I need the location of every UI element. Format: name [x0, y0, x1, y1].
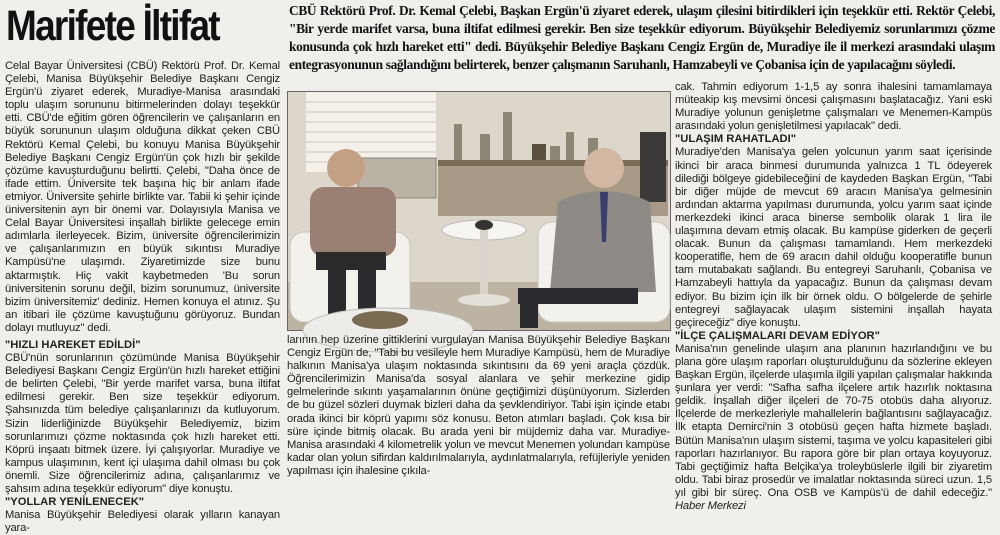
subheading-ilce: "İLÇE ÇALIŞMALARI DEVAM EDİYOR" [675, 329, 880, 342]
body-paragraph-6: Muradiye'den Manisa'ya gelen yolcunun yarım saat içerisinde ikinci bir araca binmesi durumunda yalnızca 1 TL ödeyerek dilediği bölgeye gidebileceğini de kaydeden Başkan Ergün, "Tabi bir diğer müjde de mevcut 69 aracın Manisa'ya gelmesinin ardından aktarma yapılması durumunda, yolcu yarım saat içinde merkezdeki ikinci araca binerse sembolik olarak 1 lira ile ulaşımına devam etmiş olacak. Bu kampüse giderken de geçerli olacak. Bunun da çalışması tamamlandı. Hem merkezdeki kooperatifle, hem de 69 aracın dahil olduğu kooperatifle bunun tam mutabakatı sağlandı. Bu entegreyi Saruhanlı, Çobanisa ve Hamzabeyli hattıyla da yapacağız. Bunun da çalışması devam ediyor. Bu bizim için ilk bir örnek oldu. O bölgelerde de şehirle entegreyi sağlayacak ulaşım sistemini inşallah hayata geçireceğiz" diye konuştu. [675, 146, 992, 329]
body-paragraph-1: Celal Bayar Üniversitesi (CBÜ) Rektörü Prof. Dr. Kemal Çelebi, Manisa Büyükşehir Belediye Başkanı Cengiz Ergün'ü ziyaret ederek, Muradiye-Manisa arasındaki toplu ulaşım sorununu bitirmelerinden dolayı teşekkür etti. CBÜ'de eğitim gören öğrencilerin ve çalışanların en büyük sorununun ulaşım olduğuna dikkat çeken CBÜ Rektörü Kemal Çelebi, bu konuyu Manisa Büyükşehir Belediye Başkanı Cengiz Ergün'ün çok hızlı bir şekilde çözüme kavuşturduğunu belirtti. Çelebi, "Daha önce de ifade ettim. Üniversite tek başına hiç bir anlam ifade etmiyor. Üniversite şehirle birlikte var. Tabii ki şehir içinde üniversitenin ayrı bir önemi var. Dolayısıyla Manisa ve Celal Bayar Üniversitesi inşallah birlikte gelecege emin adımlarla ilerleyecek. Bizim, üniversite öğrencilerimizin ve çalışanlarımızın en büyük sıkıntısı Muradiye Kampüsü'ne ulaşımdı. Ziyaretimizde size bunu aktarmıştık. Hiç vakit kaybetmeden 'Bu sorun üniversitenin sorunu değil, bizim sorunumuz, üniversite bizim üniversitemiz' dediniz. Hemen konuya el atınız. Şu an itibari ile çözüme kavuştuğunu görüyoruz. Bundan dolayı mutluyuz" dedi. [5, 60, 280, 334]
subheading-ulasim: "ULAŞIM RAHATLADI" [675, 133, 797, 146]
column-3 [675, 81, 992, 512]
body-paragraph-3: Manisa Büyükşehir Belediyesi olarak yılların kanayan yara- [5, 509, 280, 535]
column-2 [287, 334, 670, 508]
article-headline: Marifete İltifat [6, 2, 219, 50]
body-paragraph-2: CBÜ'nün sorunlarının çözümünde Manisa Büyükşehir Belediyesi Başkanı Cengiz Ergün'ün hızlı hareket ettiğini de belirten Çelebi, "Bir yerde marifet varsa, buna iltifat edilmesi gerekir. Ben size teşekkür ediyorum. Şahsınızda tüm belediye çalışanlarınızı da kutluyorum. Sizin liderliğinizde Büyükşehir Belediyemiz, bizim sorunlarımızı çözme noktasında çok hızlı hareket etti. Köprü inşaatı bitmek üzere. İyi çalışıyorlar. Muradiye ve kampus ulaşımının, kent içi ulaşıma dahil olması bu çok önemli. Size öğrencilerimiz adına, çalışanlarımız ve şahsım adına teşekkür ediyorum" diye konuştu. [5, 352, 280, 496]
body-paragraph-7: Manisa'nın genelinde ulaşım ana planının hazırlandığını ve bu plana göre ulaşım raporları oluşturulduğunu da sözlerine ekleyen Başkan Ergün, ilçelerde ulaşımla ilgili yapılan çalışmalar hakkında şunlara yer verdi: "Safha safha ilçelere artık hazırlık noktasına geldik. İnşallah diğer ilçeleri de 70-75 otobüs daha alıyoruz. İlçelerde de merkezleriyle mahallelerin bağlantısını sağlayacağız. İlk etapta Demirci'nin 3 otobüsü geçen hafta hizmete başladı. Bütün Manisa'nın ulaşım sistemi, taşıma ve yolcu kapasiteleri gibi raporları hazırlanıyor. Bu rapora göre bir plan ortaya koyuyoruz. Tabi geçtiğimiz hafta Belçika'ya troleybüslerle ilgili bir ziyaretim oldu. Tabi biraz prosedür ve imalatlar noktasında süreci uzun. 1,5 yıl gibi bir süreç. Ona OSB ve Kampüs'ü de dahil edeceğiz." Haber Merkezi [675, 342, 992, 512]
body-paragraph-4: larının hep üzerine gittiklerini vurgulayan Manisa Büyükşehir Belediye Başkanı Cengiz Ergün de, "Tabi bu vesileyle hem Muradiye Kampüsü, hem de Muradiye halkının Manisa'ya ulaşım noktasında sıkıntısını da 69 yeni araçla çözdük. Öğrencilerimizin Manisa'da sosyal alanlara ve şehir merkezine gidip gelmelerinde sıkıntı yaşamalarının önüne geçtiğimizi düşünüyorum. Sizlerden de bu güzel sözleri duymak bizleri daha da şevklendiriyor. Tabi işin içinde etabı orada ikinci bir köprü yapımı söz konusu. Beton atımları başladı. Çok kısa bir süre içinde bitmiş olacak. Bu arada yeni bir müjdemiz daha var. Muradiye-Manisa arasındaki 4 kilometrelik yolun ve mevcut Menemen yolundan kampüse kadar olan yolun sifirdan kaldırılmalarıyla, aydınlatmalarıyla, refüjleriyle yeniden yapılması için ihalesine çıkıla- [287, 334, 670, 477]
column-1-bottom [5, 339, 280, 535]
meeting-photo-illustration [288, 92, 670, 330]
byline: Haber Merkezi [675, 500, 746, 512]
body-paragraph-5: cak. Tahmin ediyorum 1-1,5 ay sonra ihalesini tamamlamaya müteakip kış mevsimi öncesi çalışmasını başlatacağız. Yani eski Muradiye yolunun genişletme çalışmaları ve Menemen-Kampüs arasındaki yolun genişletilmesi yapılacak" dedi. [675, 81, 992, 133]
subheading-yollar: "YOLLAR YENİLENECEK" [5, 496, 145, 509]
column-1-top [5, 60, 280, 340]
subheading-hizli: "HIZLI HAREKET EDİLDİ" [5, 339, 141, 351]
meeting-photo [287, 91, 671, 331]
article-lede: CBÜ Rektörü Prof. Dr. Kemal Çelebi, Başkan Ergün'ü ziyaret ederek, ulaşım çilesini bitirdikleri için teşekkür etti. Rektör Çelebi, "Bir yerde marifet varsa, buna iltifat edilmesi gerekir. Ben size teşekkür ediyorum. Büyükşehir Belediyemiz sorunlarımızı çözme konusunda çok hızlı hareket etti" dedi. Büyükşehir Belediye Başkanı Cengiz Ergün de, Muradiye ile il merkezi arasındaki ulaşım entegrasyonunun sağlandığını belirterek, benzer çalışmanın Saruhanlı, Hamzabeyli ve Çobanisa için de yapılacağını söyledi. [289, 3, 995, 72]
